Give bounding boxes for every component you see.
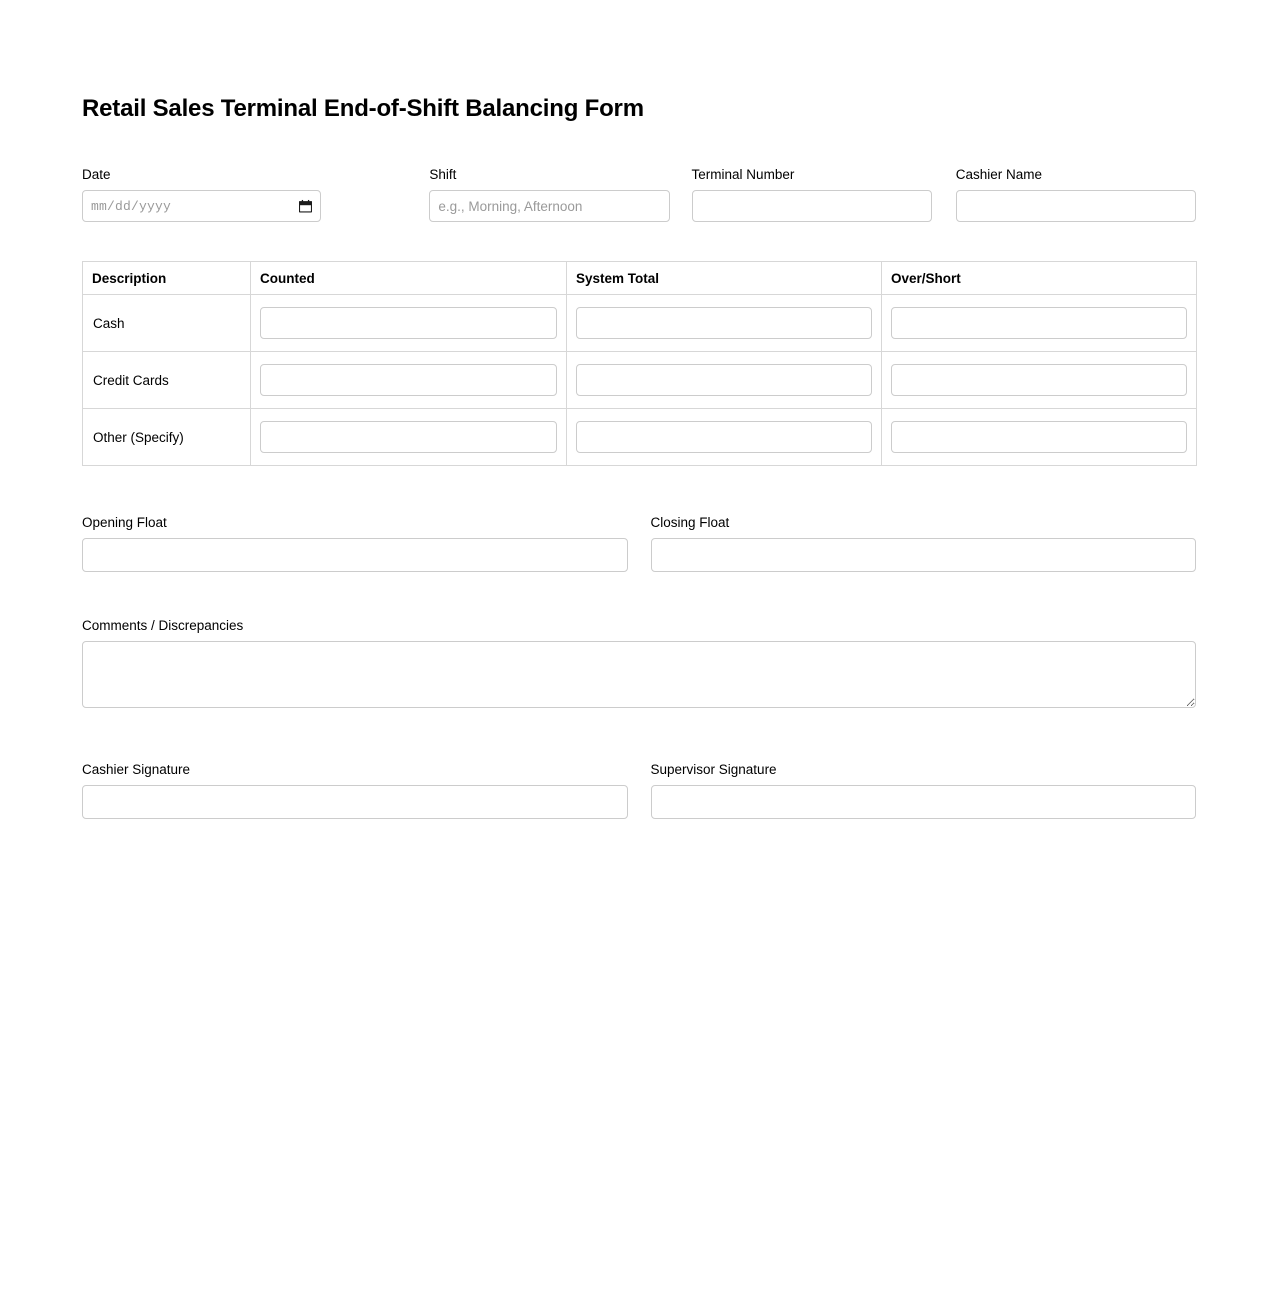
- opening-float-group: [82, 515, 628, 572]
- cashier-signature-group: [82, 762, 628, 819]
- cashier-name-field-group: [956, 167, 1196, 222]
- table-header-row: [83, 262, 1197, 295]
- opening-float-label: Opening Float: [82, 515, 167, 530]
- credit-cards-system-total-input[interactable]: [576, 364, 872, 396]
- comments-label: Comments / Discrepancies: [82, 618, 244, 633]
- cell-cash-counted: [251, 295, 567, 352]
- shift-input[interactable]: [429, 190, 669, 222]
- terminal-number-input[interactable]: [692, 190, 932, 222]
- date-input[interactable]: [82, 190, 321, 222]
- credit-cards-counted-input[interactable]: [260, 364, 557, 396]
- shift-field-group: [429, 167, 669, 222]
- column-header-description: Description: [83, 262, 251, 295]
- credit-cards-over-short-input[interactable]: [891, 364, 1187, 396]
- supervisor-signature-label: Supervisor Signature: [650, 762, 777, 777]
- cell-other-system-total: [567, 409, 882, 466]
- cash-over-short-input[interactable]: [891, 307, 1187, 339]
- row-label-credit-cards: Credit Cards: [83, 352, 251, 409]
- cashier-signature-input[interactable]: [82, 785, 628, 819]
- cell-credit-cards-over-short: [882, 352, 1197, 409]
- table-row: [83, 352, 1197, 409]
- table-body: [83, 295, 1197, 466]
- table-row: [83, 409, 1197, 466]
- balancing-table: [82, 261, 1197, 466]
- table-row: [83, 295, 1197, 352]
- comments-textarea[interactable]: [82, 641, 1196, 708]
- column-header-counted: Counted: [251, 262, 567, 295]
- signature-fields-row: [82, 762, 1196, 819]
- supervisor-signature-input[interactable]: [651, 785, 1197, 819]
- date-input-wrapper[interactable]: [82, 190, 321, 222]
- cashier-signature-label: Cashier Signature: [82, 762, 191, 777]
- closing-float-group: [651, 515, 1197, 572]
- opening-float-input[interactable]: [82, 538, 628, 572]
- cell-credit-cards-system-total: [567, 352, 882, 409]
- column-header-over-short: Over/Short: [882, 262, 1197, 295]
- cell-other-over-short: [882, 409, 1197, 466]
- table-head: [83, 262, 1197, 295]
- column-header-system-total: System Total: [567, 262, 882, 295]
- shift-label: Shift: [429, 167, 457, 182]
- cell-cash-over-short: [882, 295, 1197, 352]
- supervisor-signature-group: [651, 762, 1197, 819]
- row-label-other: Other (Specify): [83, 409, 251, 466]
- cash-counted-input[interactable]: [260, 307, 557, 339]
- date-field-group: [82, 167, 321, 222]
- row-label-cash: Cash: [83, 295, 251, 352]
- cashier-name-label: Cashier Name: [955, 167, 1043, 182]
- closing-float-input[interactable]: [651, 538, 1197, 572]
- terminal-number-label: Terminal Number: [691, 167, 795, 182]
- cell-other-counted: [251, 409, 567, 466]
- terminal-number-field-group: [692, 167, 932, 222]
- other-system-total-input[interactable]: [576, 421, 872, 453]
- float-fields-row: [82, 515, 1196, 572]
- date-label: Date: [82, 167, 111, 182]
- header-fields-row: [82, 167, 1196, 222]
- comments-group: [82, 618, 1196, 708]
- cash-system-total-input[interactable]: [576, 307, 872, 339]
- other-over-short-input[interactable]: [891, 421, 1187, 453]
- page-title: Retail Sales Terminal End-of-Shift Balancing Form: [82, 95, 644, 122]
- closing-float-label: Closing Float: [650, 515, 730, 530]
- cashier-name-input[interactable]: [956, 190, 1196, 222]
- other-counted-input[interactable]: [260, 421, 557, 453]
- cell-credit-cards-counted: [251, 352, 567, 409]
- cell-cash-system-total: [567, 295, 882, 352]
